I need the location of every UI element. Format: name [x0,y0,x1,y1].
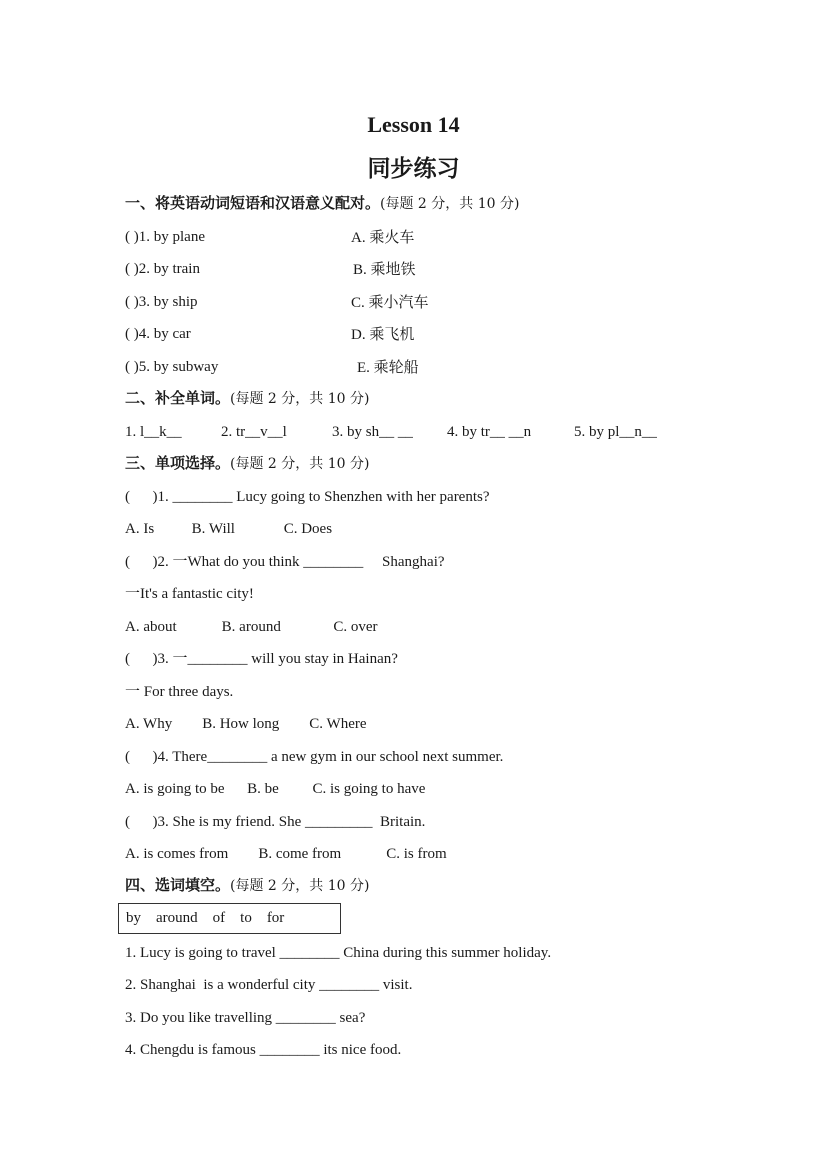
question-2: ( )2. 一What do you think ________ Shanghai? [125,554,445,570]
section-2-heading: 二、补全单词。 [125,389,231,407]
section-4-header [125,875,369,896]
section-3-heading: 三、单项选择。 [125,454,231,472]
word-completion-5: 5. by pl__n__ [574,424,657,440]
match-option-e: E. 乘轮船 [357,358,419,376]
question-4-options: A. is going to be B. be C. is going to have [125,781,426,797]
question-1-options: A. Is B. Will C. Does [125,521,333,537]
fill-sentence-3: 3. Do you like travelling ________ sea? [125,1010,366,1026]
question-5: ( )3. She is my friend. She _________ Britain. [125,814,426,830]
page-title: Lesson 14 [367,112,460,137]
match-item-4: ( )4. by car [125,326,191,342]
question-3-options: A. Why B. How long C. Where [125,716,367,732]
fill-sentence-4: 4. Chengdu is famous ________ its nice food. [125,1042,402,1058]
section-1-heading: 一、将英语动词短语和汉语意义配对。 [125,194,381,212]
fill-sentence-1: 1. Lucy is going to travel ________ China during this summer holiday. [125,945,552,961]
fill-sentence-2: 2. Shanghai is a wonderful city ________ visit. [125,977,413,993]
section-4-heading: 四、选词填空。 [125,876,231,894]
section-1-note: (每题 2 分，共 10 分) [380,196,520,212]
section-3-header [125,453,369,474]
section-2-note: (每题 2 分，共 10 分) [230,391,370,407]
question-2-options: A. about B. around C. over [125,619,378,635]
word-completion-1: 1. l__k__ [125,424,182,440]
match-option-d: D. 乘飞机 [351,325,415,343]
match-item-1: ( )1. by plane [125,229,205,245]
question-5-options: A. is comes from B. come from C. is from [125,846,447,862]
match-item-5: ( )5. by subway [125,359,219,375]
section-2-header [125,388,369,409]
match-option-a: A. 乘火车 [351,228,415,246]
match-option-b: B. 乘地铁 [353,260,416,278]
match-item-2: ( )2. by train [125,261,200,277]
question-3: ( )3. 一________ will you stay in Hainan? [125,651,398,667]
section-3-note: (每题 2 分，共 10 分) [230,456,370,472]
match-item-3: ( )3. by ship [125,294,198,310]
section-4-note: (每题 2 分，共 10 分) [230,878,370,894]
word-completion-2: 2. tr__v__l [221,424,287,440]
word-completion-4: 4. by tr__ __n [447,424,532,440]
question-3-reply: 一 For three days. [125,684,234,700]
question-1: ( )1. ________ Lucy going to Shenzhen with her parents? [125,489,490,505]
word-bank-box: by around of to for [118,903,341,934]
match-option-c: C. 乘小汽车 [351,293,429,311]
question-2-reply: 一It's a fantastic city! [125,586,254,602]
section-1-header [125,193,519,214]
page-subtitle: 同步练习 [367,156,460,182]
question-4: ( )4. There________ a new gym in our school next summer. [125,749,504,765]
word-completion-3: 3. by sh__ __ [332,424,413,440]
